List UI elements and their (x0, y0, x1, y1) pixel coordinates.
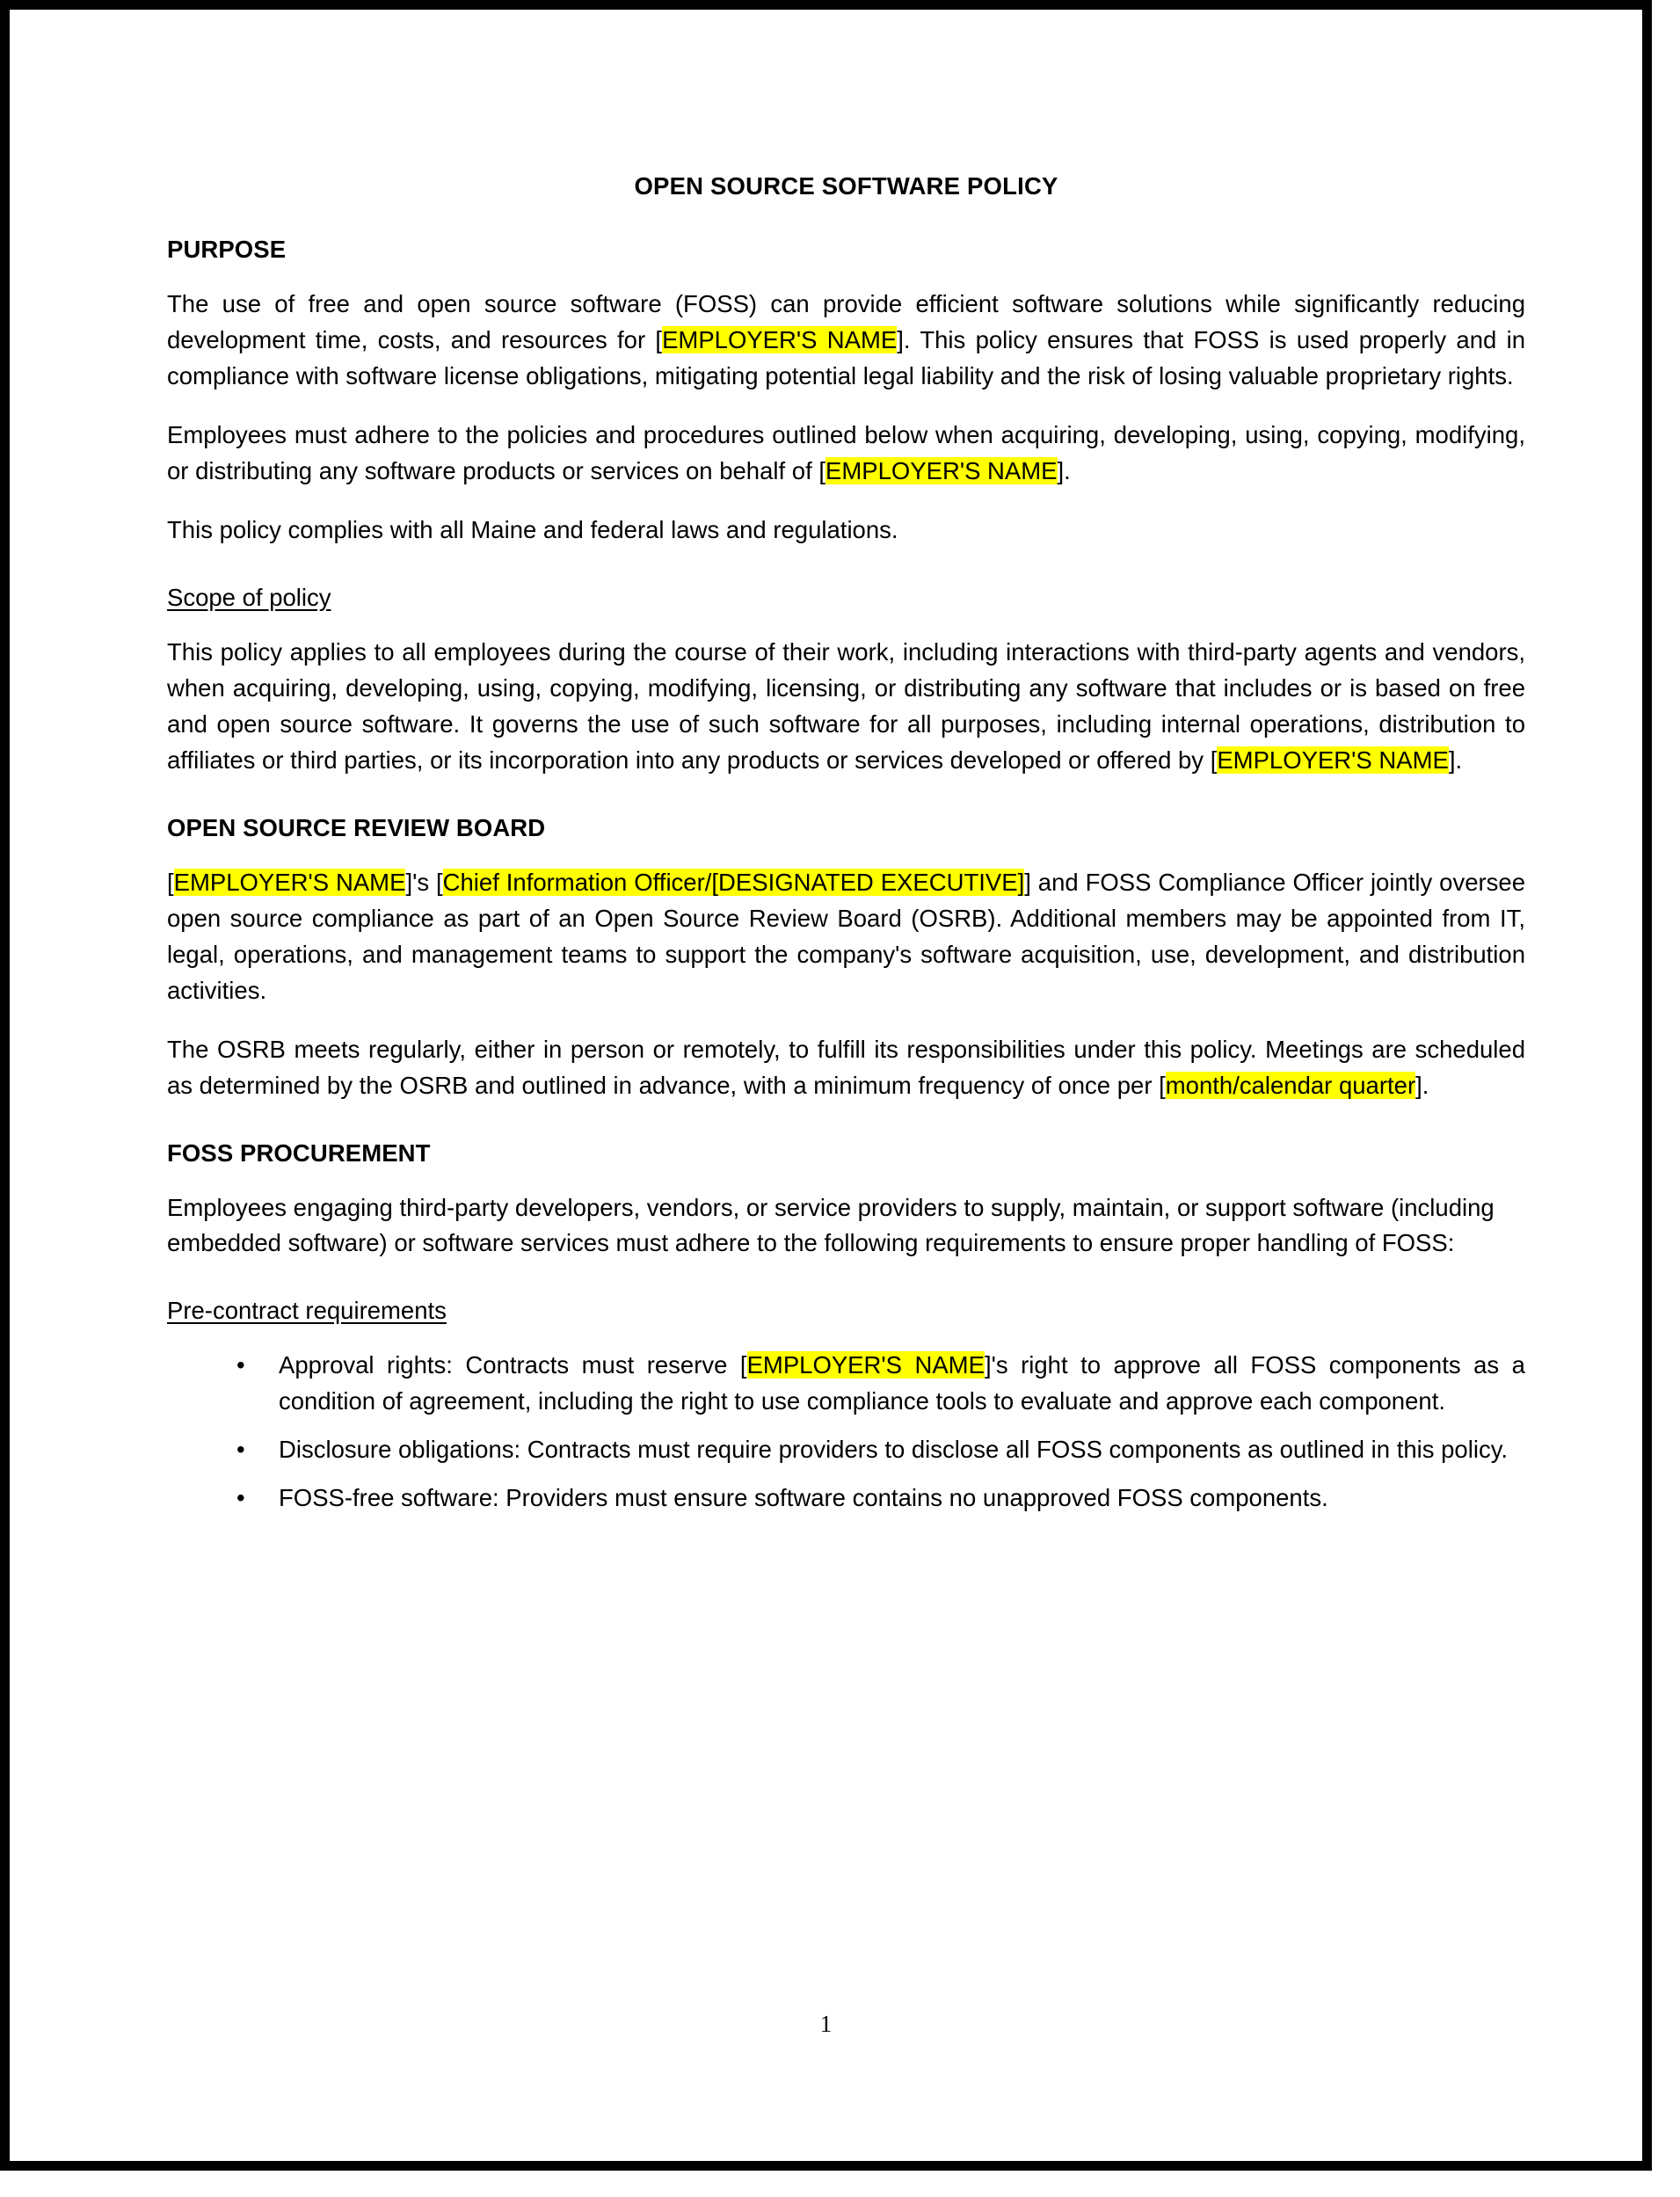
purpose-paragraph-3: This policy complies with all Maine and federal laws and regulations. (167, 515, 898, 543)
purpose-paragraph-1 (167, 287, 1525, 395)
pre-contract-heading-wrap (167, 1262, 1525, 1325)
purpose-p1-before: The use of free and open source software (FOSS) can provide efficient software solutions while significantly reducing development time, costs, and resources for [ (167, 290, 1525, 353)
bullet-marker-icon: • (236, 1484, 245, 1512)
bullet-1-after: ]'s right to approve all FOSS components as a condition of agreement, including the right to use compliance tools to evaluate and approve each component. (279, 1351, 1525, 1415)
list-item (167, 1432, 1525, 1468)
bullet-1-before: Approval rights: Contracts must reserve [ (279, 1351, 747, 1379)
purpose-paragraph-2 (167, 418, 1525, 490)
review-board-paragraph-2 (167, 1032, 1525, 1104)
heading-scope-of-policy: Scope of policy (167, 583, 331, 611)
review-board-p1-mid: ]'s [ (405, 868, 443, 896)
placeholder-employer-name-highlight: EMPLOYER'S NAME (173, 868, 406, 896)
pre-contract-bullet-list (167, 1348, 1525, 1517)
placeholder-employer-name-highlight: EMPLOYER'S NAME (662, 325, 898, 353)
list-item (167, 1348, 1525, 1420)
review-board-open-bracket: [ (167, 868, 174, 896)
scope-heading-wrap (167, 549, 1525, 612)
purpose-p2-after: ]. (1057, 456, 1071, 484)
scope-p1-before: This policy applies to all employees during the course of their work, including interactions with third-party agents and vendors, when acquiring, developing, using, copying, modifying, licensing, or distributing any software that includes or is based on free and open source software. It governs the use of such software for all purposes, including internal operations, distribution to affiliates or third parties, or its incorporation into any products or services developed or offered by [ (167, 637, 1525, 774)
scope-paragraph-1 (167, 635, 1525, 779)
purpose-p2-before: Employees must adhere to the policies and procedures outlined below when acquiring, developing, using, copying, modifying, or distributing any software products or services on behalf of [ (167, 420, 1525, 484)
bullet-2-text: Disclosure obligations: Contracts must require providers to disclose all FOSS components as outlined in this policy. (279, 1436, 1509, 1464)
placeholder-meeting-frequency-highlight: month/calendar quarter (1165, 1071, 1416, 1099)
bullet-marker-icon: • (236, 1436, 245, 1464)
review-board-paragraph-1 (167, 865, 1525, 1009)
review-board-p2-after: ]. (1415, 1071, 1429, 1099)
placeholder-employer-name-highlight: EMPLOYER'S NAME (746, 1351, 985, 1379)
heading-purpose: PURPOSE (167, 236, 287, 263)
placeholder-employer-name-highlight: EMPLOYER'S NAME (825, 456, 1058, 484)
purpose-p1-after: ]. This policy ensures that FOSS is used properly and in compliance with software license obligations, mitigating potential legal liability and the risk of losing valuable proprietary rights. (167, 325, 1525, 389)
placeholder-employer-name-highlight: EMPLOYER'S NAME (1217, 746, 1449, 774)
placeholder-designated-executive-highlight: Chief Information Officer/[DESIGNATED EXECUTIVE] (442, 868, 1025, 896)
heading-pre-contract-requirements: Pre-contract requirements (167, 1297, 447, 1325)
page-title: OPEN SOURCE SOFTWARE POLICY (634, 172, 1058, 200)
bullet-3-text: FOSS-free software: Providers must ensure software contains no unapproved FOSS components. (279, 1484, 1328, 1512)
page-number-footer: 1 (819, 2010, 833, 2037)
scope-p1-after: ]. (1448, 746, 1463, 774)
list-item (167, 1480, 1525, 1517)
heading-open-source-review-board: OPEN SOURCE REVIEW BOARD (167, 813, 546, 841)
bullet-marker-icon: • (236, 1351, 245, 1379)
procurement-paragraph-1: Employees engaging third-party developers, vendors, or service providers to supply, maintain, or support software (including embedded software) or software services must adhere to the following requirements to ensure proper handling of FOSS: (167, 1193, 1495, 1257)
heading-foss-procurement: FOSS PROCUREMENT (167, 1139, 431, 1167)
review-board-p1-after: ] and FOSS Compliance Officer jointly oversee open source compliance as part of an Open Source Review Board (OSRB). Additional members may be appointed from IT, legal, operations, and management teams to support the company's software acquisition, use, development, and distribution activities. (167, 868, 1526, 1004)
review-board-p2-before: The OSRB meets regularly, either in person or remotely, to fulfill its responsibilities under this policy. Meetings are scheduled as determined by the OSRB and outlined in advance, with a minimum frequency of once per [ (167, 1035, 1525, 1099)
document-content (167, 10, 1525, 1529)
